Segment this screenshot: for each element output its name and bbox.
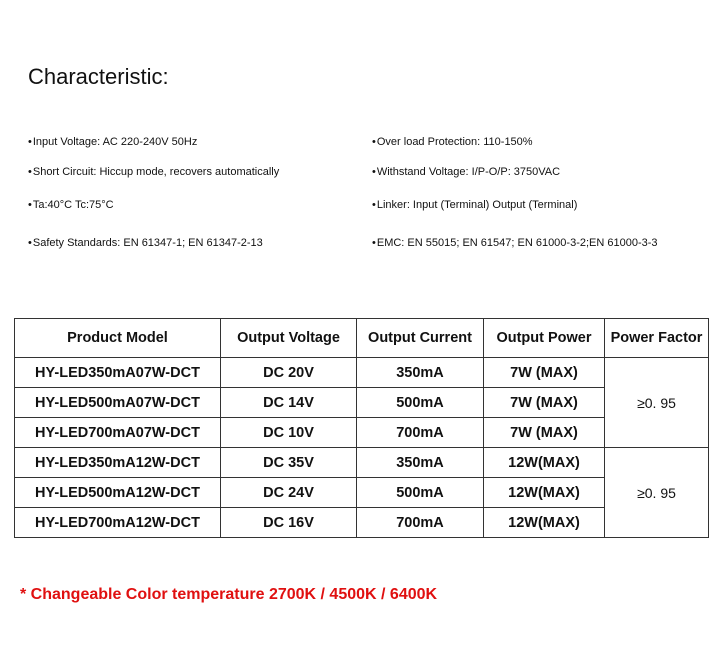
- table-header-row: [15, 319, 709, 358]
- spec-input-voltage: • Input Voltage: AC 220-240V 50Hz: [28, 136, 197, 148]
- cell-voltage: DC 24V: [221, 478, 357, 508]
- cell-model: HY-LED350mA12W-DCT: [15, 448, 221, 478]
- cell-power: 12W(MAX): [484, 448, 605, 478]
- cell-model: HY-LED500mA12W-DCT: [15, 478, 221, 508]
- spec-temperature: • Ta:40°C Tc:75°C: [28, 199, 114, 211]
- cell-voltage: DC 10V: [221, 418, 357, 448]
- cell-model: HY-LED700mA12W-DCT: [15, 508, 221, 538]
- table-row: [15, 478, 709, 508]
- table-row: [15, 448, 709, 478]
- cell-power-factor: ≥0. 95: [605, 448, 709, 538]
- cell-current: 350mA: [357, 358, 484, 388]
- cell-voltage: DC 16V: [221, 508, 357, 538]
- cell-current: 350mA: [357, 448, 484, 478]
- spec-withstand-voltage: • Withstand Voltage: I/P-O/P: 3750VAC: [372, 166, 560, 178]
- cell-power: 12W(MAX): [484, 508, 605, 538]
- table-row: [15, 358, 709, 388]
- cell-current: 500mA: [357, 478, 484, 508]
- product-table: [14, 318, 709, 538]
- cell-voltage: DC 20V: [221, 358, 357, 388]
- header-power-factor: Power Factor: [605, 319, 709, 358]
- spec-safety-standards: • Safety Standards: EN 61347-1; EN 61347-2-13: [28, 237, 263, 249]
- table-row: [15, 508, 709, 538]
- cell-voltage: DC 35V: [221, 448, 357, 478]
- page-title: Characteristic:: [28, 64, 169, 89]
- spec-emc: • EMC: EN 55015; EN 61547; EN 61000-3-2;EN 61000-3-3: [372, 237, 658, 249]
- cell-model: HY-LED350mA07W-DCT: [15, 358, 221, 388]
- header-output-voltage: Output Voltage: [221, 319, 357, 358]
- cell-power: 7W (MAX): [484, 358, 605, 388]
- table-row: [15, 418, 709, 448]
- cell-power: 7W (MAX): [484, 418, 605, 448]
- header-output-current: Output Current: [357, 319, 484, 358]
- spec-overload-protection: • Over load Protection: 110-150%: [372, 136, 533, 148]
- cell-model: HY-LED700mA07W-DCT: [15, 418, 221, 448]
- cell-current: 700mA: [357, 418, 484, 448]
- cell-voltage: DC 14V: [221, 388, 357, 418]
- spec-short-circuit: • Short Circuit: Hiccup mode, recovers automatically: [28, 166, 279, 178]
- cell-model: HY-LED500mA07W-DCT: [15, 388, 221, 418]
- color-temperature-note: * Changeable Color temperature 2700K / 4500K / 6400K: [20, 586, 438, 603]
- cell-current: 500mA: [357, 388, 484, 418]
- spec-linker: • Linker: Input (Terminal) Output (Terminal): [372, 199, 577, 211]
- header-product-model: Product Model: [15, 319, 221, 358]
- cell-current: 700mA: [357, 508, 484, 538]
- cell-power-factor: ≥0. 95: [605, 358, 709, 448]
- header-output-power: Output Power: [484, 319, 605, 358]
- cell-power: 7W (MAX): [484, 388, 605, 418]
- table-row: [15, 388, 709, 418]
- cell-power: 12W(MAX): [484, 478, 605, 508]
